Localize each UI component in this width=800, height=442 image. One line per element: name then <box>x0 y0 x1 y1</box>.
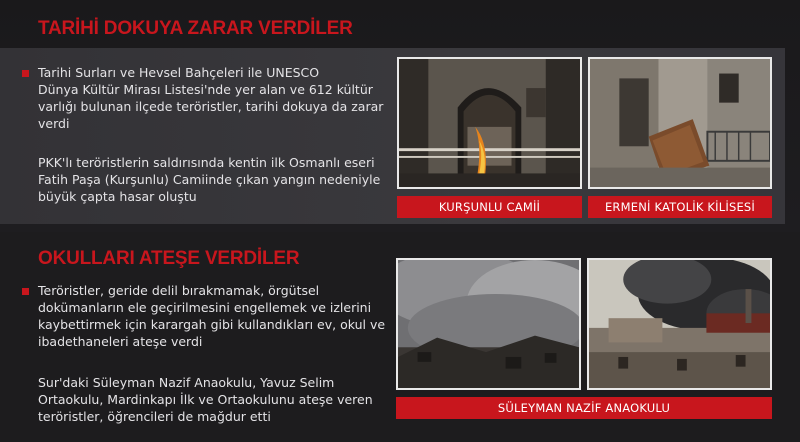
section2-p2-line1: Sur'daki Süleyman Nazif Anaokulu, Yavuz Selim <box>38 375 335 390</box>
section2-p1-line4: ibadethaneleri ateşe verdi <box>38 334 203 349</box>
section1-p1-line2: Dünya Kültür Mirası Listesi'nde yer alan ve 612 kültür <box>38 82 373 97</box>
section2-p1-line3: kaybettirmek için karargah gibi kullandıkları ev, okul ve <box>38 317 386 332</box>
section1-paragraph2 <box>38 154 380 205</box>
section1-p2-line3: büyük çapta hasar oluştu <box>38 189 197 204</box>
section2-p2-line2: Ortaokulu, Mardinkapı İlk ve Ortaokulunu ateşe veren <box>38 392 373 407</box>
caption-kursunlu-mosque: KURŞUNLU CAMİİ <box>397 196 582 218</box>
photo-kursunlu-mosque <box>397 57 582 189</box>
photo-school-fire-left <box>396 258 581 390</box>
caption-suleyman-nazif-kindergarten: SÜLEYMAN NAZİF ANAOKULU <box>396 397 772 419</box>
section2-p2-line3: teröristler, öğrencileri de mağdur etti <box>38 409 271 424</box>
section1-bullet <box>22 70 29 77</box>
section1-heading: TARİHİ DOKUYA ZARAR VERDİLER <box>38 18 353 39</box>
section1-p1-line3: varlığı bulunan ilçede teröristler, tarihi dokuya da zarar <box>38 99 384 114</box>
caption-armenian-catholic-church: ERMENİ KATOLİK KİLİSESİ <box>588 196 772 218</box>
section2-p1-line2: dokümanların ele geçirilmesini engellemek ve izlerini <box>38 300 372 315</box>
photo-armenian-catholic-church <box>588 57 772 189</box>
section1-p2-line2: Fatih Paşa (Kurşunlu) Camiinde çıkan yangın nedeniyle <box>38 172 381 187</box>
section1-paragraph1 <box>38 64 383 132</box>
photo-school-fire-right <box>587 258 772 390</box>
section1-p1-line1: Tarihi Surları ve Hevsel Bahçeleri ile UNESCO <box>38 65 320 80</box>
section2-p1-line1: Teröristler, geride delil bırakmamak, örgütsel <box>38 283 320 298</box>
section2-heading: OKULLARI ATEŞE VERDİLER <box>38 248 300 269</box>
section2-paragraph2 <box>38 374 373 425</box>
section1-p2-line1: PKK'lı teröristlerin saldırısında kentin ilk Osmanlı eseri <box>38 155 375 170</box>
section2-paragraph1 <box>38 282 385 350</box>
section2-bullet <box>22 288 29 295</box>
section1-p1-line4: verdi <box>38 116 70 131</box>
